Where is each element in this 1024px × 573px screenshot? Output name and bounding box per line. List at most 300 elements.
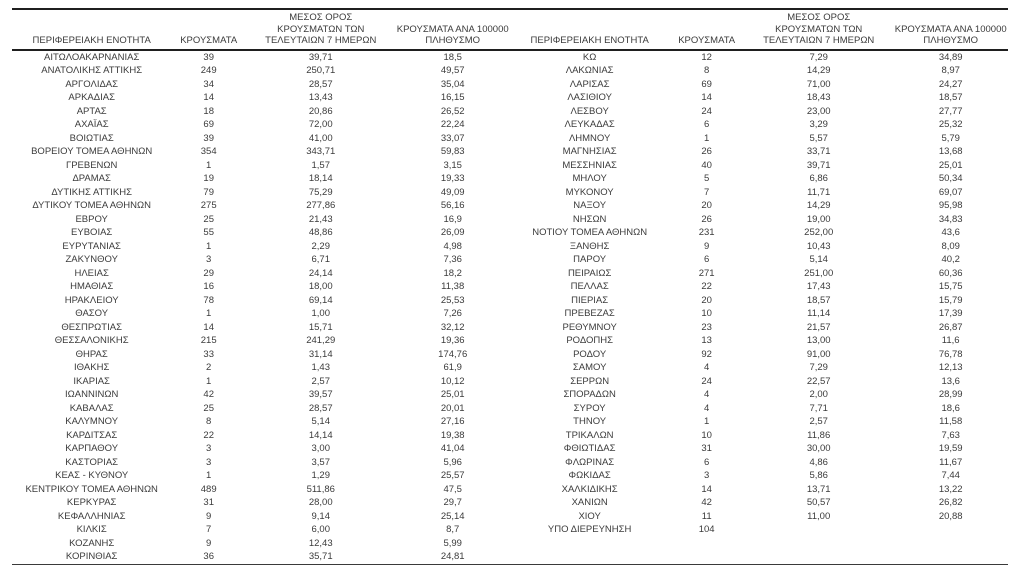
region-cell: ΑΙΤΩΛΟΑΚΑΡΝΑΝΙΑΣ (44, 51, 140, 63)
table-row (12, 267, 1008, 281)
cases-cell: 22 (203, 429, 214, 441)
per100k-cell: 16,9 (443, 213, 462, 225)
region-cell: ΓΡΕΒΕΝΩΝ (65, 159, 118, 171)
avg7-cell: 1,29 (311, 470, 330, 481)
avg7-cell: 14,14 (308, 429, 333, 441)
avg7-cell: 39,71 (308, 51, 333, 63)
table-row (12, 415, 1008, 429)
per100k-cell: 7,63 (941, 429, 960, 441)
avg7-cell: 7,29 (809, 362, 828, 373)
region-cell: ΡΕΘΥΜΝΟΥ (562, 321, 617, 333)
per100k-cell: 19,36 (440, 335, 465, 346)
per100k-cell: 17,39 (938, 308, 963, 319)
cases-cell: 4 (704, 402, 710, 414)
cases-cell: 7 (206, 524, 212, 535)
table-row (12, 78, 1008, 92)
region-cell: ΠΙΕΡΙΑΣ (571, 294, 609, 306)
avg7-cell: 11,14 (807, 308, 831, 319)
avg7-cell: 2,57 (809, 416, 828, 427)
per100k-cell: 7,26 (443, 308, 462, 319)
cases-cell: 55 (203, 227, 214, 238)
avg7-cell: 30,00 (806, 443, 831, 454)
cases-cell: 69 (203, 119, 214, 130)
region-cell: ΑΝΑΤΟΛΙΚΗΣ ΑΤΤΙΚΗΣ (41, 65, 143, 76)
avg7-cell: 14,29 (806, 200, 831, 211)
region-cell: ΠΑΡΟΥ (573, 254, 607, 265)
avg7-cell: 28,57 (308, 402, 333, 414)
region-cell: ΚΕΑΣ - ΚΥΘΝΟΥ (55, 470, 129, 481)
avg7-header: ΜΕΣΟΣ ΟΡΟΣ ΚΡΟΥΣΜΑΤΩΝ ΤΩΝ ΤΕΛΕΥΤΑΙΩΝ 7 ΗΜΕΡΩΝ (744, 9, 893, 50)
region-cell: ΛΑΣΙΘΙΟΥ (567, 92, 612, 103)
per100k-cell: 27,77 (938, 105, 963, 117)
avg7-cell: 241,29 (306, 335, 336, 346)
cases-cell: 24 (701, 375, 712, 387)
cases-cell: 11 (701, 510, 712, 522)
table-row (12, 361, 1008, 375)
per100k-cell: 56,16 (440, 200, 465, 211)
region-cell: ΝΗΣΩΝ (572, 213, 607, 225)
per100k-cell: 8,97 (941, 65, 960, 76)
cases-cell: 25 (203, 402, 214, 414)
cases-cell: 26 (701, 146, 712, 157)
cases-cell: 13 (701, 335, 712, 346)
avg7-cell: 75,29 (308, 186, 333, 198)
table-row (12, 483, 1008, 497)
table-row (12, 118, 1008, 132)
cases-cell: 1 (206, 308, 212, 319)
per100k-cell: 16,15 (440, 92, 465, 103)
per100k-cell: 11,38 (441, 281, 465, 292)
per100k-cell: 12,13 (938, 362, 963, 373)
cases-cell (669, 537, 744, 551)
avg7-cell: 21,57 (806, 321, 831, 333)
cases-cell: 19 (203, 173, 214, 184)
avg7-cell: 3,29 (809, 119, 828, 130)
region-cell: ΚΟΡΙΝΘΙΑΣ (65, 551, 118, 562)
cases-cell: 5 (704, 173, 710, 184)
table-row (12, 402, 1008, 416)
region-cell: ΕΒΡΟΥ (75, 213, 108, 225)
region-cell: ΠΕΛΛΑΣ (570, 281, 609, 292)
per100k-cell: 8,09 (941, 240, 960, 252)
region-cell: ΚΕΝΤΡΙΚΟΥ ΤΟΜΕΑ ΑΘΗΝΩΝ (25, 483, 158, 495)
region-cell: ΘΑΣΟΥ (75, 308, 109, 319)
region-cell: ΡΟΔΟΥ (573, 348, 607, 360)
cases-cell: 9 (206, 510, 212, 522)
region-cell: ΔΥΤΙΚΗΣ ΑΤΤΙΚΗΣ (51, 186, 132, 198)
avg7-cell: 1,57 (311, 159, 330, 171)
region-cell: ΜΕΣΣΗΝΙΑΣ (562, 159, 617, 171)
table-row (12, 496, 1008, 510)
cases-cell: 354 (200, 146, 217, 157)
cases-cell: 271 (698, 267, 715, 279)
cases-cell: 215 (200, 335, 217, 346)
region-cell: ΝΑΞΟΥ (573, 200, 607, 211)
per100k-cell: 5,79 (941, 132, 960, 144)
avg7-cell: 10,43 (806, 240, 831, 252)
region-cell: ΛΗΜΝΟΥ (568, 132, 611, 144)
per100k-cell: 5,96 (443, 456, 462, 468)
cases-cell: 20 (701, 294, 712, 306)
per100k-cell: 29,7 (443, 497, 462, 508)
per100k-cell: 32,12 (440, 321, 465, 333)
cases-cell: 8 (704, 65, 710, 76)
per100k-header: ΚΡΟΥΣΜΑΤΑ ΑΝΑ 100000 ΠΛΗΘΥΣΜΟ (395, 9, 510, 50)
region-cell (510, 550, 669, 564)
region-cell: ΗΡΑΚΛΕΙΟΥ (64, 294, 119, 306)
avg7-cell (744, 523, 893, 537)
per100k-cell: 95,98 (938, 200, 963, 211)
cases-cell: 6 (704, 254, 710, 265)
per100k-cell: 18,2 (443, 267, 462, 279)
region-cell: ΚΑΛΥΜΝΟΥ (65, 416, 119, 427)
cases-cell: 39 (203, 132, 214, 144)
avg7-cell: 251,00 (804, 267, 834, 279)
per100k-cell: 60,36 (938, 267, 963, 279)
region-header: ΠΕΡΙΦΕΡΕΙΑΚΗ ΕΝΟΤΗΤΑ (510, 9, 669, 50)
cases-cell: 8 (206, 416, 212, 427)
avg7-cell: 5,86 (809, 470, 828, 481)
per100k-cell: 34,83 (938, 213, 963, 225)
cases-cell: 79 (203, 186, 214, 198)
per100k-cell: 41,04 (440, 443, 465, 454)
table-row (12, 321, 1008, 335)
per100k-cell (893, 550, 1008, 564)
avg7-cell: 3,57 (311, 456, 330, 468)
cases-header: ΚΡΟΥΣΜΑΤΑ (171, 9, 246, 50)
avg7-cell: 1,43 (311, 362, 330, 373)
region-cell: ΜΥΚΟΝΟΥ (565, 186, 614, 198)
cases-cell: 14 (701, 483, 712, 495)
region-cell: ΛΕΣΒΟΥ (570, 105, 609, 117)
per100k-cell: 24,81 (440, 551, 465, 562)
cases-cell: 1 (704, 416, 710, 427)
per100k-cell: 26,82 (938, 497, 963, 508)
table-row (12, 253, 1008, 267)
per100k-cell: 47,5 (443, 483, 462, 495)
region-cell: ΚΟΖΑΝΗΣ (69, 537, 115, 549)
cases-cell: 14 (701, 92, 712, 103)
per100k-cell: 33,07 (440, 132, 465, 144)
cases-cell: 24 (701, 105, 712, 117)
avg7-cell: 18,43 (806, 92, 831, 103)
avg7-cell: 343,71 (306, 146, 336, 157)
cases-cell: 39 (203, 51, 214, 63)
per100k-cell: 69,07 (938, 186, 963, 198)
cases-cell: 489 (200, 483, 217, 495)
cases-cell: 3 (206, 456, 212, 468)
avg7-cell: 13,43 (308, 92, 333, 103)
avg7-cell: 91,00 (806, 348, 831, 360)
region-cell: ΚΙΛΚΙΣ (76, 524, 107, 535)
cases-cell: 31 (701, 443, 712, 454)
avg7-cell: 28,00 (308, 497, 333, 508)
cases-cell: 231 (698, 227, 715, 238)
region-cell: ΣΥΡΟΥ (573, 402, 606, 414)
region-cell: ΒΟΙΩΤΙΑΣ (69, 132, 114, 144)
cases-cell: 1 (206, 375, 212, 387)
per100k-cell: 15,79 (938, 294, 963, 306)
region-cell: ΚΑΣΤΟΡΙΑΣ (65, 456, 119, 468)
cases-cell: 42 (701, 497, 712, 508)
per100k-cell: 13,22 (938, 483, 963, 495)
region-cell: ΣΕΡΡΩΝ (570, 375, 610, 387)
avg7-cell: 39,57 (308, 389, 333, 400)
per100k-cell: 18,5 (443, 51, 462, 63)
table-row (12, 550, 1008, 564)
region-cell: ΧΑΛΚΙΔΙΚΗΣ (561, 483, 618, 495)
avg7-cell: 21,43 (308, 213, 333, 225)
cases-cell: 10 (701, 429, 712, 441)
avg7-cell: 4,86 (809, 456, 828, 468)
table-row (12, 523, 1008, 537)
cases-cell: 10 (701, 308, 712, 319)
per100k-cell: 43,6 (941, 227, 960, 238)
table-row (12, 186, 1008, 200)
region-cell: ΙΩΑΝΝΙΝΩΝ (65, 389, 119, 400)
region-cell: ΝΟΤΙΟΥ ΤΟΜΕΑ ΑΘΗΝΩΝ (532, 227, 648, 238)
per100k-cell: 19,59 (938, 443, 963, 454)
table-row (12, 510, 1008, 524)
cases-cell: 42 (203, 389, 214, 400)
table-row (12, 50, 1008, 65)
table-row (12, 348, 1008, 362)
cases-cell: 6 (704, 119, 710, 130)
avg7-cell: 7,71 (809, 402, 828, 414)
regional-cases-table-container (12, 8, 1008, 565)
cases-cell: 1 (206, 159, 212, 171)
avg7-cell: 39,71 (806, 159, 831, 171)
per100k-cell: 18,57 (938, 92, 963, 103)
cases-cell: 104 (698, 524, 715, 535)
cases-header: ΚΡΟΥΣΜΑΤΑ (669, 9, 744, 50)
avg7-cell: 13,71 (806, 483, 831, 495)
cases-cell: 22 (701, 281, 712, 292)
region-cell: ΙΚΑΡΙΑΣ (73, 375, 110, 387)
avg7-cell: 7,29 (809, 51, 828, 63)
avg7-cell: 9,14 (311, 510, 330, 522)
avg7-cell: 18,57 (806, 294, 831, 306)
table-row (12, 469, 1008, 483)
region-cell: ΡΟΔΟΠΗΣ (566, 335, 613, 346)
per100k-cell: 11,6 (941, 335, 960, 346)
avg7-cell: 1,00 (311, 308, 330, 319)
table-row (12, 307, 1008, 321)
region-cell: ΗΛΕΙΑΣ (74, 267, 109, 279)
region-cell: ΣΑΜΟΥ (572, 362, 607, 373)
avg7-cell: 20,86 (308, 105, 333, 117)
cases-cell: 69 (701, 78, 712, 90)
cases-cell: 36 (203, 551, 214, 562)
per100k-cell: 3,15 (443, 159, 462, 171)
region-cell: ΑΡΓΟΛΙΔΑΣ (65, 78, 119, 90)
per100k-cell: 25,14 (440, 510, 465, 522)
avg7-cell: 23,00 (806, 105, 831, 117)
cases-cell: 3 (206, 254, 212, 265)
per100k-cell: 61,9 (443, 362, 462, 373)
avg7-cell: 2,57 (311, 375, 330, 387)
cases-cell: 14 (203, 321, 214, 333)
per100k-cell: 25,01 (938, 159, 963, 171)
per100k-cell: 22,24 (440, 119, 465, 130)
avg7-cell: 71,00 (806, 78, 831, 90)
per100k-cell: 11,67 (939, 456, 963, 468)
avg7-cell: 6,71 (311, 254, 330, 265)
cases-cell: 249 (200, 65, 217, 76)
cases-cell: 78 (203, 294, 214, 306)
region-cell: ΖΑΚΥΝΘΟΥ (65, 254, 118, 265)
avg7-cell: 277,86 (306, 200, 336, 211)
table-row (12, 280, 1008, 294)
cases-cell: 1 (206, 470, 212, 481)
table-row (12, 132, 1008, 146)
avg7-cell: 11,86 (807, 429, 831, 441)
cases-cell: 40 (701, 159, 712, 171)
avg7-cell: 5,14 (311, 416, 330, 427)
avg7-cell: 50,57 (806, 497, 831, 508)
region-cell (510, 537, 669, 551)
avg7-cell: 33,71 (806, 146, 831, 157)
region-cell: ΣΠΟΡΑΔΩΝ (563, 389, 616, 400)
avg7-cell: 11,71 (807, 186, 831, 198)
per100k-cell: 19,33 (440, 173, 465, 184)
region-cell: ΙΘΑΚΗΣ (74, 362, 110, 373)
avg7-cell: 19,00 (806, 213, 831, 225)
region-cell: ΚΩ (582, 51, 597, 63)
cases-cell: 26 (701, 213, 712, 225)
per100k-cell: 76,78 (938, 348, 963, 360)
per100k-cell: 5,99 (443, 537, 462, 549)
avg7-cell (744, 537, 893, 551)
per100k-cell: 25,57 (440, 470, 465, 481)
cases-cell: 14 (203, 92, 214, 103)
cases-cell: 23 (701, 321, 712, 333)
per100k-cell: 27,16 (440, 416, 465, 427)
region-cell: ΛΑΡΙΣΑΣ (569, 78, 610, 90)
per100k-cell: 13,6 (941, 375, 960, 387)
avg7-cell: 24,14 (308, 267, 333, 279)
per100k-cell: 26,09 (440, 227, 465, 238)
region-cell: ΔΥΤΙΚΟΥ ΤΟΜΕΑ ΑΘΗΝΩΝ (32, 200, 151, 211)
cases-cell: 12 (701, 51, 712, 63)
avg7-cell: 48,86 (308, 227, 333, 238)
cases-cell: 7 (704, 186, 710, 198)
avg7-cell: 41,00 (308, 132, 333, 144)
avg7-cell: 5,14 (809, 254, 828, 265)
per100k-cell: 7,44 (941, 470, 960, 481)
avg7-cell: 72,00 (308, 119, 333, 130)
cases-cell: 9 (704, 240, 710, 252)
region-cell: ΜΑΓΝΗΣΙΑΣ (562, 146, 617, 157)
table-row (12, 456, 1008, 470)
cases-cell: 9 (206, 537, 212, 549)
avg7-cell: 28,57 (308, 78, 333, 90)
region-cell: ΒΟΡΕΙΟΥ ΤΟΜΕΑ ΑΘΗΝΩΝ (31, 146, 153, 157)
region-cell: ΘΗΡΑΣ (75, 348, 108, 360)
region-cell: ΜΗΛΟΥ (572, 173, 607, 184)
avg7-cell: 35,71 (308, 551, 333, 562)
table-row (12, 537, 1008, 551)
avg7-cell: 15,71 (308, 321, 333, 333)
table-row (12, 334, 1008, 348)
avg7-cell: 17,43 (806, 281, 831, 292)
cases-cell: 25 (203, 213, 214, 225)
table-row (12, 294, 1008, 308)
avg7-cell: 2,29 (311, 240, 330, 252)
per100k-cell: 20,88 (938, 510, 963, 522)
table-row (12, 91, 1008, 105)
per100k-cell: 28,99 (938, 389, 963, 400)
avg7-cell: 12,43 (308, 537, 333, 549)
per100k-cell: 26,52 (440, 105, 465, 117)
avg7-cell: 11,00 (807, 510, 831, 522)
region-cell: ΚΑΡΠΑΘΟΥ (65, 443, 119, 454)
per100k-cell: 11,58 (939, 416, 963, 427)
table-body (12, 50, 1008, 565)
avg7-cell (744, 550, 893, 564)
region-cell: ΤΡΙΚΑΛΩΝ (565, 429, 614, 441)
region-cell: ΥΠΟ ΔΙΕΡΕΥΝΗΣΗ (547, 524, 632, 535)
avg7-cell: 3,00 (311, 443, 330, 454)
avg7-cell: 2,00 (809, 389, 828, 400)
per100k-cell: 19,38 (440, 429, 465, 441)
cases-cell: 1 (704, 132, 710, 144)
avg7-cell: 252,00 (804, 227, 834, 238)
table-row (12, 442, 1008, 456)
cases-cell: 16 (203, 281, 214, 292)
avg7-cell: 250,71 (306, 65, 336, 76)
avg7-cell: 18,14 (308, 173, 333, 184)
cases-cell: 3 (704, 470, 710, 481)
region-cell: ΧΑΝΙΩΝ (571, 497, 608, 508)
cases-cell: 29 (203, 267, 214, 279)
per100k-cell: 25,32 (938, 119, 963, 130)
region-cell: ΚΕΦΑΛΛΗΝΙΑΣ (57, 510, 126, 522)
cases-cell: 34 (203, 78, 214, 90)
region-cell: ΛΕΥΚΑΔΑΣ (564, 119, 615, 130)
cases-cell: 4 (704, 389, 710, 400)
region-cell: ΛΑΚΩΝΙΑΣ (565, 65, 614, 76)
region-cell: ΦΘΙΩΤΙΔΑΣ (563, 443, 616, 454)
per100k-cell: 25,53 (440, 294, 465, 306)
per100k-header: ΚΡΟΥΣΜΑΤΑ ΑΝΑ 100000 ΠΛΗΘΥΣΜΟ (893, 9, 1008, 50)
table-row (12, 240, 1008, 254)
per100k-cell: 59,83 (440, 146, 465, 157)
region-cell: ΠΡΕΒΕΖΑΣ (564, 308, 615, 319)
avg7-cell: 511,86 (306, 483, 335, 495)
per100k-cell: 20,01 (440, 402, 465, 414)
per100k-cell: 174,76 (438, 348, 468, 360)
avg7-cell: 18,00 (308, 281, 333, 292)
avg7-cell: 22,57 (806, 375, 831, 387)
region-cell: ΠΕΙΡΑΙΩΣ (567, 267, 612, 279)
region-cell: ΘΕΣΣΑΛΟΝΙΚΗΣ (54, 335, 129, 346)
avg7-cell: 6,00 (311, 524, 330, 535)
header-row (12, 9, 1008, 50)
per100k-cell: 7,36 (443, 254, 462, 265)
table-row (12, 375, 1008, 389)
cases-cell: 20 (701, 200, 712, 211)
per100k-cell (893, 537, 1008, 551)
per100k-cell: 49,57 (440, 65, 465, 76)
per100k-cell: 35,04 (440, 78, 465, 90)
region-cell: ΦΛΩΡΙΝΑΣ (565, 456, 615, 468)
region-cell: ΔΡΑΜΑΣ (72, 173, 111, 184)
cases-cell: 92 (701, 348, 712, 360)
per100k-cell: 13,68 (938, 146, 963, 157)
per100k-cell: 25,01 (440, 389, 465, 400)
per100k-cell: 15,75 (938, 281, 963, 292)
